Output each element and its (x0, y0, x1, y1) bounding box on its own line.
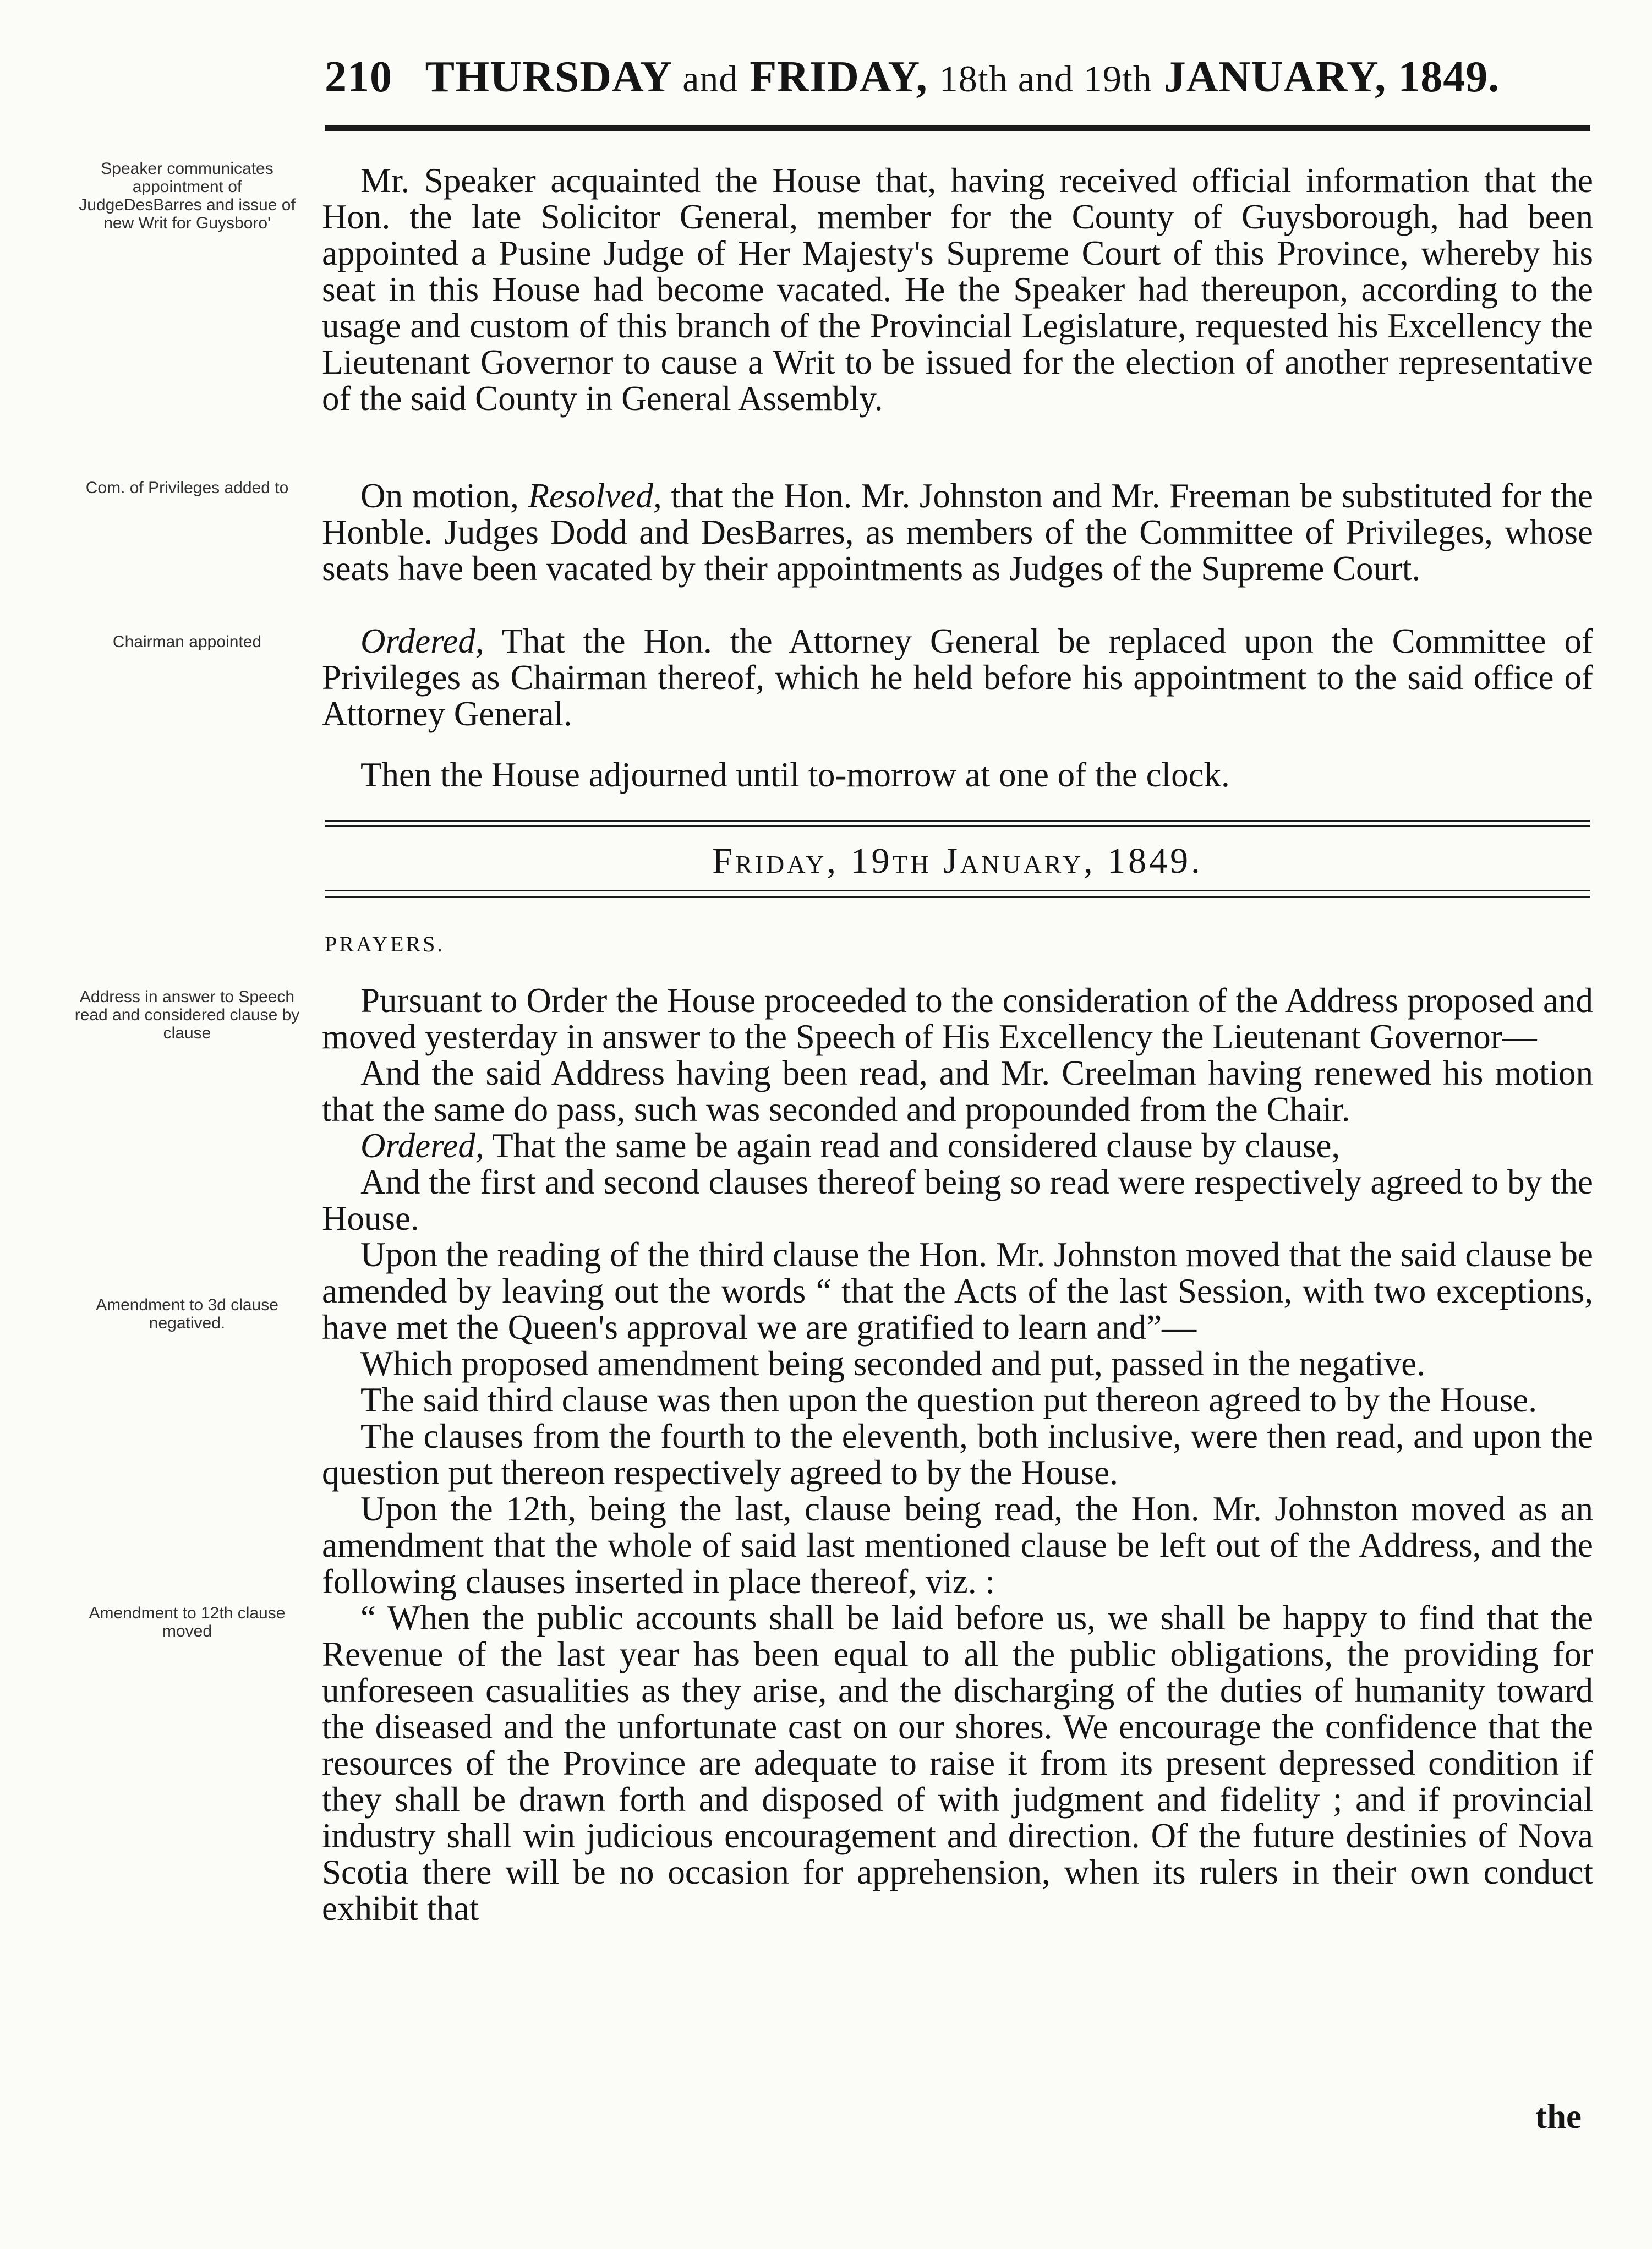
margin-note-amendment-3d: Amendment to 3d clause negatived. (96, 1296, 278, 1332)
day-rule-top-2 (325, 825, 1590, 827)
header-day-1: THURSDAY (425, 53, 671, 101)
day-rule-bottom-1 (325, 890, 1590, 891)
paragraph-text: Ordered, That the Hon. the Attorney General be replaced upon the Committee of Privileges as Chairman thereof, which he held before his appointment to the said office of Attorney General. (322, 622, 1593, 733)
thursday-paragraph-chairman (322, 623, 1593, 732)
margin-note-speaker: Speaker communicates appointment of JudgeDesBarres and issue of new Writ for Guysboro' (79, 160, 296, 232)
friday-paragraph: Pursuant to Order the House proceeded to the consideration of the Address proposed and moved yesterday in answer to the Speech of His Excellency the Lieutenant Governor— (322, 981, 1593, 1056)
margin-note-amendment-12th: Amendment to 12th clause moved (89, 1604, 286, 1640)
header-and: and (682, 58, 739, 100)
catchword: the (1535, 2097, 1582, 2136)
page-header (325, 52, 1590, 102)
friday-body (322, 982, 1593, 1927)
prayers-label: PRAYERS. (325, 932, 445, 956)
header-rule (325, 125, 1590, 131)
margin-note-address: Address in answer to Speech read and considered clause by clause (74, 988, 300, 1042)
page-number: 210 (325, 53, 392, 101)
thursday-paragraph-privileges (322, 478, 1593, 587)
day-rule-bottom-2 (325, 896, 1590, 898)
margin-note-privileges: Com. of Privileges added to (85, 479, 289, 497)
friday-paragraph: And the said Address having been read, and Mr. Creelman having renewed his motion that the same do pass, such was seconded and propounded from the Chair. (322, 1054, 1593, 1129)
friday-paragraph: Upon the 12th, being the last, clause being read, the Hon. Mr. Johnston moved as an amendment that the whole of said last mentioned clause be left out of the Address, and the following clauses inserted in place thereof, viz. : (322, 1490, 1593, 1601)
friday-paragraph-quote: “ When the public accounts shall be laid before us, we shall be happy to find that the Revenue of the last year has been equal to all the public obligations, the providing for unforeseen casualities as they arise, and the discharging of the duties of humanity toward the diseased and the unfortunate cast on our shores. We encourage the confidence that the resources of the Province are adequate to raise it from its present depressed condition if they shall be drawn forth and disposed of with judgment and fidelity ; and if provincial industry shall win judicious encouragement and direction. Of the future destinies of Nova Scotia there will be no occasion for apprehension, when its rulers in their own conduct exhibit that (322, 1599, 1593, 1928)
thursday-adjourn: Then the House adjourned until to-morrow at one of the clock. (360, 756, 1230, 794)
paragraph-text: Mr. Speaker acquainted the House that, having received official information that the Hon. the late Solicitor General, member for the County of Guysborough, had been appointed a Pusine Judge of Her Majesty's Supreme Court of this Province, whereby his seat in this House had become vacated. He the Speaker had thereupon, according to the usage and custom of this branch of the Provincial Legislature, requested his Excellency the Lieutenant Governor to cause a Writ to be issued for the election of another representative of the said County in General Assembly. (322, 161, 1593, 418)
friday-paragraph: The said third clause was then upon the question put thereon agreed to by the House. (360, 1381, 1537, 1419)
header-dates: 18th and 19th (939, 58, 1152, 100)
margin-note-chairman: Chairman appointed (112, 633, 262, 651)
friday-paragraph: And the first and second clauses thereof being so read were respectively agreed to by the House. (322, 1163, 1593, 1238)
paragraph-text: On motion, Resolved, that the Hon. Mr. Johnston and Mr. Freeman be substituted for the Honble. Judges Dodd and DesBarres, as members of the Committee of Privileges, whose seats have been vacated by their appointments as Judges of the Supreme Court. (322, 477, 1594, 588)
thursday-paragraph-speaker (322, 162, 1593, 417)
friday-paragraph: The clauses from the fourth to the eleventh, both inclusive, were then read, and upon the question put thereon respectively agreed to by the House. (322, 1417, 1593, 1492)
header-day-2: FRIDAY, (750, 53, 928, 101)
friday-paragraph: Ordered, That the same be again read and considered clause by clause, (360, 1126, 1341, 1165)
friday-paragraph: Which proposed amendment being seconded and put, passed in the negative. (360, 1344, 1425, 1383)
friday-paragraph: Upon the reading of the third clause the Hon. Mr. Johnston moved that the said clause be amended by leaving out the words “ that the Acts of the last Session, with two exceptions, have met the Queen's approval we are gratified to learn and”— (322, 1235, 1593, 1347)
friday-heading: Friday, 19th January, 1849. (712, 841, 1203, 881)
day-rule-top-1 (325, 820, 1590, 822)
header-month-year: JANUARY, 1849. (1163, 53, 1500, 101)
